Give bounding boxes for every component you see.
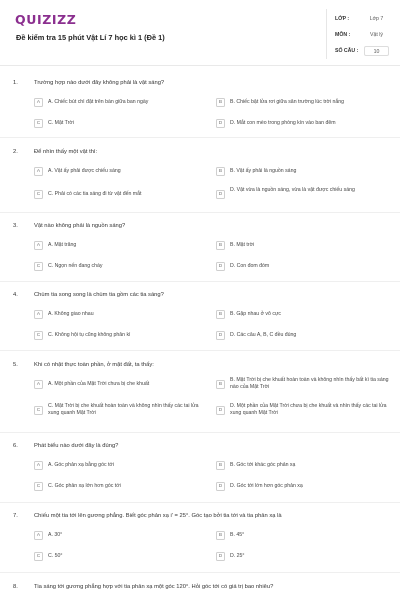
option-letter-box: C [34, 190, 43, 199]
worksheet-header [0, 0, 400, 62]
question-number: 3. [13, 223, 18, 229]
option-a[interactable] [34, 529, 204, 543]
meta-value: Lớp 7 [369, 16, 384, 22]
option-letter-box: A [34, 167, 43, 176]
option-a[interactable] [34, 96, 204, 110]
header-divider [0, 65, 400, 66]
option-b[interactable] [216, 459, 386, 473]
option-c[interactable] [34, 329, 204, 343]
option-letter-box: D [216, 406, 225, 415]
option-letter-box: B [216, 380, 225, 389]
question-number: 6. [13, 443, 18, 449]
option-letter-box: B [216, 98, 225, 107]
option-a[interactable] [34, 239, 204, 253]
option-a[interactable] [34, 459, 204, 473]
option-letter-box: C [34, 482, 43, 491]
option-d[interactable] [216, 260, 386, 274]
option-letter-box: A [34, 241, 43, 250]
meta-row-subject [327, 29, 391, 41]
option-letter-box: B [216, 531, 225, 540]
option-text: D. Con đom đóm [230, 263, 270, 269]
option-text: D. Góc tới lớn hơn góc phản xạ [230, 483, 303, 489]
meta-value: Vật lý [370, 32, 383, 38]
option-text: D. Vật vừa là nguồn sáng, vừa là vật được chiếu sáng [230, 187, 355, 193]
option-letter-box: D [216, 482, 225, 491]
option-text: A. 30° [48, 532, 63, 538]
option-letter-box: D [216, 331, 225, 340]
option-c[interactable] [34, 480, 204, 494]
question-text: Phát biểu nào dưới đây là đúng? [34, 443, 119, 449]
option-a[interactable] [34, 308, 204, 322]
meta-value: 10 [364, 46, 389, 56]
worksheet-title: Đề kiểm tra 15 phút Vật Lí 7 học kì 1 (Đề 1) [16, 33, 165, 42]
option-text: A. Góc phản xạ bằng góc tới [48, 462, 114, 468]
option-text: A. Không giao nhau [48, 311, 94, 317]
option-b[interactable] [216, 377, 389, 392]
option-text: C. 50° [48, 553, 63, 559]
option-d[interactable] [216, 404, 386, 418]
option-letter-box: D [216, 190, 225, 199]
option-letter-box: B [216, 167, 225, 176]
option-d[interactable] [216, 480, 386, 494]
question-divider [0, 350, 400, 351]
option-text: B. Chiếc bật lửa rơi giữa sân trường lúc trời nắng [230, 99, 345, 105]
meta-label: SỐ CÂU : [335, 48, 359, 54]
question-text: Vật nào không phải là nguồn sáng? [34, 223, 126, 229]
option-b[interactable] [216, 96, 386, 110]
option-letter-box: D [216, 262, 225, 271]
option-text: C. Góc phản xạ lớn hơn góc tới [48, 483, 121, 489]
question-text: Chùm tia song song là chùm tia gồm các tia sáng? [34, 292, 164, 298]
option-d[interactable] [216, 188, 386, 202]
option-text: C. Không hội tụ cũng không phân kì [48, 332, 131, 338]
meta-label: MÔN : [335, 32, 351, 38]
option-c[interactable] [34, 188, 204, 202]
option-letter-box: C [34, 119, 43, 128]
option-letter-box: C [34, 262, 43, 271]
question-text: Chiếu một tia tới lên gương phẳng. Biết góc phản xạ i' = 25°. Góc tạo bởi tia tới và tia phản xạ là [34, 513, 282, 519]
option-text: A. Vật ấy phải được chiếu sáng [48, 168, 121, 174]
option-c[interactable] [34, 260, 204, 274]
meta-row-count [327, 45, 391, 57]
option-text: B. Gặp nhau ở vô cực [230, 311, 281, 317]
question-number: 8. [13, 584, 18, 590]
option-text: A. Chiếc bút chì đặt trên bàn giữa ban ngày [48, 99, 149, 105]
option-a[interactable] [34, 165, 204, 179]
question-divider [0, 137, 400, 138]
option-letter-box: A [34, 531, 43, 540]
question-number: 2. [13, 149, 18, 155]
option-text: C. Mặt Trời bị che khuất hoàn toàn và không nhìn thấy các tai lửa xung quanh Mặt Trời [48, 403, 199, 416]
option-letter-box: D [216, 119, 225, 128]
question-text: Trường hợp nào dưới đây không phải là vật sáng? [34, 80, 165, 86]
option-text: D. Các câu A, B, C đều đúng [230, 332, 297, 338]
option-letter-box: A [34, 380, 43, 389]
option-letter-box: A [34, 310, 43, 319]
option-letter-box: C [34, 552, 43, 561]
question-divider [0, 502, 400, 503]
option-c[interactable] [34, 117, 204, 131]
question-text: Tia sáng tới gương phẳng hợp với tia phản xạ một góc 120°. Hỏi góc tới có giá trị bao nhiêu? [34, 584, 274, 590]
worksheet-meta [326, 9, 390, 59]
option-text: B. Mặt Trời bị che khuất hoàn toàn và không nhìn thấy bất kì tia sáng nào của Mặt Trời [230, 377, 389, 390]
question-text: Để nhìn thấy một vật thì: [34, 149, 98, 155]
option-text: C. Ngọn nến đang cháy [48, 263, 103, 269]
option-b[interactable] [216, 239, 386, 253]
option-d[interactable] [216, 117, 386, 131]
option-letter-box: A [34, 98, 43, 107]
option-c[interactable] [34, 550, 204, 564]
question-number: 4. [13, 292, 18, 298]
brand-name: QUIZIZZ [15, 12, 77, 27]
option-letter-box: B [216, 461, 225, 470]
question-divider [0, 572, 400, 573]
option-b[interactable] [216, 529, 386, 543]
option-text: B. Mặt trời [230, 242, 255, 248]
option-letter-box: C [34, 406, 43, 415]
option-text: D. 25° [230, 553, 245, 559]
option-a[interactable] [34, 378, 204, 392]
option-b[interactable] [216, 308, 386, 322]
question-number: 5. [13, 362, 18, 368]
option-letter-box: D [216, 552, 225, 561]
question-divider [0, 212, 400, 213]
question-number: 7. [13, 513, 18, 519]
option-d[interactable] [216, 550, 386, 564]
quizizz-logo [15, 12, 76, 27]
option-c[interactable] [34, 404, 204, 418]
option-letter-box: B [216, 241, 225, 250]
option-letter-box: B [216, 310, 225, 319]
meta-row-class [327, 13, 391, 25]
option-b[interactable] [216, 165, 386, 179]
option-text: D. Một phần của Mặt Trời chưa bị che khuất và nhìn thấy các tai lửa xung quanh Mặt Trời [230, 403, 387, 416]
option-text: A. Một phần của Mặt Trời chưa bị che khuất [48, 381, 150, 387]
question-number: 1. [13, 80, 18, 86]
question-divider [0, 281, 400, 282]
option-text: A. Mặt trăng [48, 242, 77, 248]
option-text: C. Phải có các tia sáng đi từ vật đến mắt [48, 191, 142, 197]
option-letter-box: A [34, 461, 43, 470]
option-text: B. 45° [230, 532, 245, 538]
option-text: B. Vật ấy phải là nguồn sáng [230, 168, 297, 174]
question-divider [0, 432, 400, 433]
option-text: D. Mắt con mèo trong phòng kín vào ban đêm [230, 120, 336, 126]
question-text: Khi có nhật thực toàn phần, ở mặt đất, ta thấy: [34, 362, 154, 368]
meta-label: LỚP : [335, 16, 350, 22]
option-text: B. Góc tới khác góc phản xạ [230, 462, 296, 468]
option-letter-box: C [34, 331, 43, 340]
option-text: C. Mặt Trời [48, 120, 74, 126]
option-d[interactable] [216, 329, 386, 343]
